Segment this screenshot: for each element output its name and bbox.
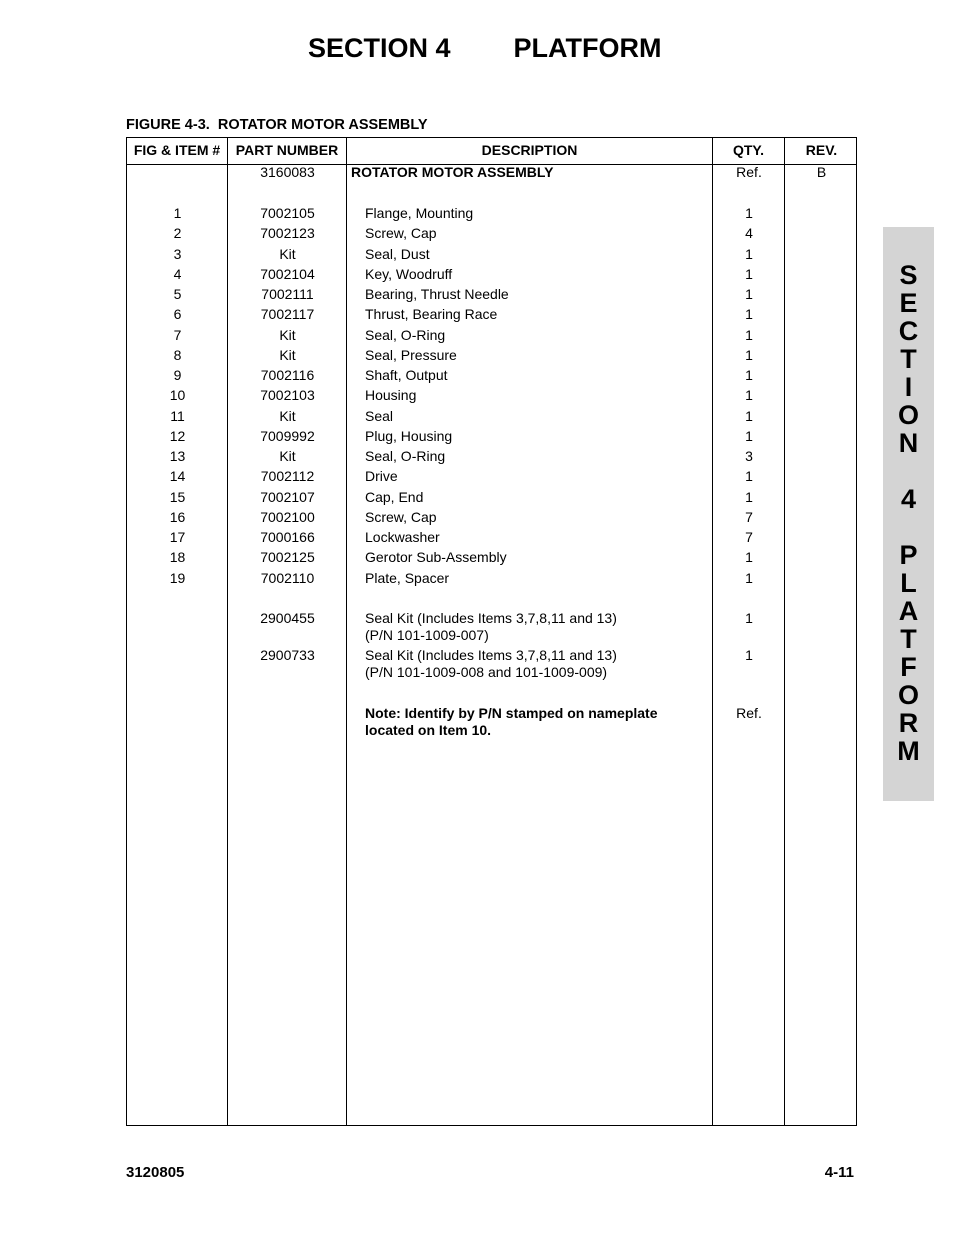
item-qty: 1	[745, 286, 753, 302]
side-tab-letter: T	[900, 344, 917, 374]
section-label: SECTION 4	[308, 33, 451, 63]
side-tab-letter: R	[898, 708, 919, 738]
item-description: Thrust, Bearing Race	[365, 306, 498, 323]
side-tab-letter: L	[900, 568, 917, 598]
item-number: 4	[173, 265, 182, 282]
part-number: Kit	[279, 346, 296, 363]
item-description: Seal, O-Ring	[365, 448, 446, 464]
note-qty: Ref.	[736, 705, 762, 721]
kit-description-pn: (P/N 101-1009-007)	[365, 627, 489, 643]
item-description: Seal	[365, 407, 394, 424]
doc-number: 3120805	[126, 1164, 185, 1181]
item-description: Shaft, Output	[365, 367, 448, 383]
item-number: 9	[173, 367, 182, 383]
kit-qty: 1	[745, 647, 753, 663]
assembly-description: ROTATOR MOTOR ASSEMBLY	[351, 164, 554, 180]
kit-description-pn: (P/N 101-1009-008 and 101-1009-009)	[365, 664, 608, 680]
item-qty: 7	[745, 508, 753, 525]
part-number: 7002105	[260, 205, 315, 221]
kit-part-number: 2900455	[260, 610, 315, 626]
item-qty: 1	[745, 245, 753, 262]
part-number: Kit	[279, 448, 296, 464]
item-number: 6	[173, 306, 182, 323]
side-tab-letter: O	[897, 400, 919, 430]
side-tab-letter: N	[898, 428, 919, 458]
part-number: 7002110	[260, 569, 315, 586]
side-tab-label	[883, 261, 934, 765]
section-title: PLATFORM	[513, 33, 662, 63]
item-description: Key, Woodruff	[365, 265, 453, 282]
figure-title: FIGURE 4-3. ROTATOR MOTOR ASSEMBLY	[126, 117, 428, 133]
item-description: Plug, Housing	[365, 427, 453, 444]
part-number: 7000166	[260, 529, 315, 545]
item-qty: 1	[745, 549, 753, 566]
item-description: Flange, Mounting	[365, 205, 474, 221]
item-description: Screw, Cap	[365, 508, 437, 525]
item-description: Housing	[365, 387, 417, 404]
col-header-part-number: PART NUMBER	[235, 142, 339, 158]
item-qty: 1	[745, 407, 753, 424]
item-number: 14	[169, 468, 186, 485]
item-qty: 1	[745, 326, 753, 343]
part-number: Kit	[279, 326, 296, 343]
part-number: 7002116	[260, 367, 315, 383]
assembly-rev: B	[816, 164, 827, 180]
page-header	[308, 33, 662, 64]
part-number: 7002117	[260, 306, 315, 323]
side-tab-letter: O	[897, 680, 919, 710]
part-number: 7002107	[260, 488, 315, 505]
item-description: Drive	[365, 468, 398, 485]
part-number: 7002125	[260, 549, 315, 566]
item-qty: 1	[745, 488, 753, 505]
note-line-2: located on Item 10.	[365, 722, 492, 738]
item-number: 7	[173, 326, 182, 343]
item-qty: 1	[745, 346, 753, 363]
item-description: Bearing, Thrust Needle	[365, 286, 509, 302]
item-description: Plate, Spacer	[365, 569, 450, 586]
col-header-qty: QTY.	[732, 142, 765, 158]
col-header-rev: REV.	[805, 142, 838, 158]
side-tab-letter: S	[899, 260, 918, 290]
assembly-qty: Ref.	[736, 164, 762, 180]
part-number: 7002111	[261, 286, 314, 302]
item-number: 13	[169, 448, 186, 464]
item-description: Seal, Dust	[365, 245, 430, 262]
note-line-1: Note: Identify by P/N stamped on nameplate	[365, 705, 658, 721]
part-number: Kit	[279, 407, 296, 424]
side-tab-letter: 4	[900, 484, 917, 514]
item-number: 16	[169, 508, 186, 525]
item-qty: 1	[745, 427, 753, 444]
item-description: Seal, Pressure	[365, 346, 457, 363]
item-description: Cap, End	[365, 488, 424, 505]
part-number: 7009992	[260, 427, 315, 444]
side-tab-letter: T	[900, 624, 917, 654]
assembly-part-number: 3160083	[260, 164, 315, 180]
side-tab-letter: A	[898, 596, 919, 626]
kit-description: Seal Kit (Includes Items 3,7,8,11 and 13)	[365, 610, 617, 626]
item-qty: 1	[745, 569, 753, 586]
item-number: 3	[173, 245, 182, 262]
kit-part-number: 2900733	[260, 647, 315, 663]
side-tab-letter: I	[904, 372, 913, 402]
item-qty: 1	[745, 387, 753, 404]
item-qty: 3	[745, 448, 753, 464]
item-number: 8	[173, 346, 182, 363]
item-qty: 1	[745, 265, 753, 282]
item-number: 10	[169, 387, 186, 404]
item-number: 5	[173, 286, 182, 302]
side-tab-letter	[883, 513, 934, 541]
item-qty: 7	[745, 529, 753, 545]
item-description: Gerotor Sub-Assembly	[365, 549, 507, 566]
item-number: 12	[169, 427, 186, 444]
item-description: Screw, Cap	[365, 225, 437, 242]
kit-description: Seal Kit (Includes Items 3,7,8,11 and 13)	[365, 647, 617, 663]
part-number: 7002112	[260, 468, 315, 485]
col-header-description: DESCRIPTION	[481, 142, 578, 158]
side-tab-letter	[883, 457, 934, 485]
page-number: 4-11	[824, 1164, 854, 1181]
item-description: Seal, O-Ring	[365, 326, 446, 343]
item-number: 2	[173, 225, 182, 242]
side-tab-letter: C	[898, 316, 919, 346]
item-qty: 1	[745, 205, 753, 221]
item-number: 15	[169, 488, 186, 505]
part-number: Kit	[279, 245, 296, 262]
item-qty: 1	[745, 468, 753, 485]
kit-qty: 1	[745, 610, 753, 626]
part-number: 7002104	[260, 265, 315, 282]
item-qty: 1	[745, 306, 753, 323]
col-header-fig-item: FIG & ITEM #	[133, 142, 221, 158]
item-number: 17	[169, 529, 186, 545]
parts-table	[126, 137, 857, 1126]
item-qty: 4	[745, 225, 753, 242]
part-number: 7002103	[260, 387, 315, 404]
side-tab-letter: M	[897, 736, 920, 766]
side-tab-letter: P	[899, 540, 918, 570]
item-number: 1	[173, 205, 182, 221]
part-number: 7002123	[260, 225, 315, 242]
part-number: 7002100	[260, 508, 315, 525]
side-tab-letter: F	[900, 652, 917, 682]
item-description: Lockwasher	[365, 529, 440, 545]
side-tab-letter: E	[899, 288, 918, 318]
item-qty: 1	[745, 367, 753, 383]
section-side-tab	[883, 227, 934, 801]
item-number: 18	[169, 549, 186, 566]
item-number: 11	[170, 407, 185, 424]
item-number: 19	[169, 569, 186, 586]
